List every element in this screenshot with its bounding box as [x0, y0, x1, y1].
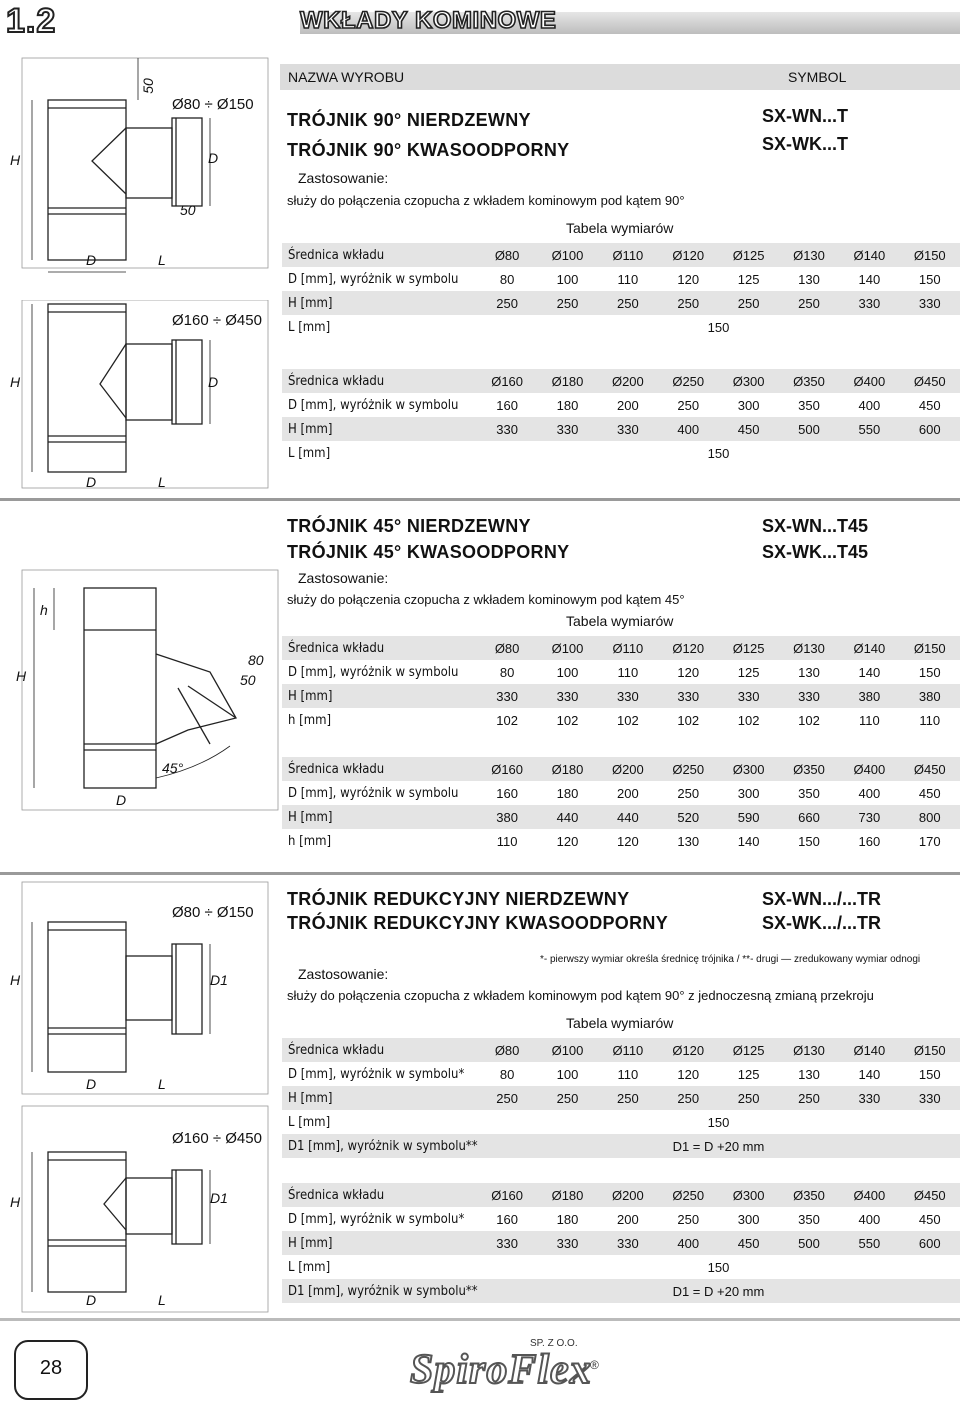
table-cell: 400 [658, 417, 718, 441]
table-cell: 300 [718, 393, 778, 417]
table-cell: 130 [779, 1062, 839, 1086]
brand-name: SpiroFlex [410, 1347, 592, 1393]
table-cell: 200 [598, 1207, 658, 1231]
table-cell: Ø125 [718, 636, 778, 660]
sec2-app-text: służy do połączenia czopucha z wkładem kominowym pod kątem 45° [287, 592, 685, 607]
table-cell: 102 [658, 708, 718, 732]
table-cell: 250 [537, 291, 597, 315]
table-row [282, 1231, 960, 1255]
table-cell: Ø130 [779, 243, 839, 267]
table-cell: 250 [658, 781, 718, 805]
sec3-footnote: *- pierwszy wymiar określa średnicę trójnika / **- drugi — zredukowany wymiar odnogi [540, 954, 921, 965]
table-cell: 140 [839, 267, 899, 291]
table-cell: Ø400 [839, 757, 899, 781]
table-cell: Ø110 [598, 1038, 658, 1062]
table-cell: 250 [658, 1086, 718, 1110]
table-cell: 150 [779, 829, 839, 853]
sec2-table-large [282, 757, 960, 853]
table-cell: 400 [839, 393, 899, 417]
table-cell: 330 [598, 417, 658, 441]
table-cell: D1 = D +20 mm [477, 1279, 960, 1303]
table-cell: 330 [537, 417, 597, 441]
table-cell: 80 [477, 267, 537, 291]
table-cell: 730 [839, 805, 899, 829]
row-label: D [mm], wyróżnik w symbolu* [282, 1062, 477, 1086]
sec2-app-label: Zastosowanie: [298, 570, 389, 586]
table-cell: Ø130 [779, 1038, 839, 1062]
table-cell: 250 [477, 291, 537, 315]
row-label: h [mm] [282, 708, 477, 732]
dim-D-bottom-label: D [86, 252, 97, 268]
table-cell: 180 [537, 1207, 597, 1231]
table-cell: Ø150 [900, 1038, 960, 1062]
table-cell: Ø450 [900, 757, 960, 781]
table-cell: 110 [900, 708, 960, 732]
dim-D-label: D [208, 150, 219, 166]
dim45-angle-label: 45° [162, 760, 184, 776]
table-cell: 140 [839, 1062, 899, 1086]
table-cell: 110 [598, 660, 658, 684]
registered-mark: ® [590, 1358, 599, 1372]
sec2-title-1: TRÓJNIK 45° NIERDZEWNY [287, 516, 531, 536]
dim-H-label: H [10, 152, 21, 168]
table-cell: Ø110 [598, 636, 658, 660]
table-cell: 330 [598, 1231, 658, 1255]
table-cell: 150 [477, 441, 960, 465]
table-cell: Ø250 [658, 369, 718, 393]
dimR-D1-label: D1 [210, 972, 228, 988]
row-label: H [mm] [282, 1086, 477, 1110]
sec2-table-caption: Tabela wymiarów [566, 613, 674, 629]
table-cell: Ø400 [839, 369, 899, 393]
row-label: L [mm] [282, 1255, 477, 1279]
table-row [282, 417, 960, 441]
table-row [282, 1110, 960, 1134]
table-row [282, 1038, 960, 1062]
table-cell: Ø350 [779, 757, 839, 781]
row-label: L [mm] [282, 315, 477, 339]
table-cell: 330 [537, 1231, 597, 1255]
table-cell: 130 [779, 660, 839, 684]
dim45-D-label: D [116, 792, 127, 808]
table-cell: Ø80 [477, 1038, 537, 1062]
table-cell: 400 [839, 1207, 899, 1231]
table-cell: 380 [900, 684, 960, 708]
table-cell: 400 [839, 781, 899, 805]
table-cell: 350 [779, 1207, 839, 1231]
table-row [282, 781, 960, 805]
table-cell: 120 [658, 660, 718, 684]
table-cell: 250 [598, 291, 658, 315]
table-cell: 180 [537, 393, 597, 417]
sec1-table-caption: Tabela wymiarów [566, 220, 674, 236]
table-row [282, 1086, 960, 1110]
table-cell: 200 [598, 393, 658, 417]
sec3-title-2: TRÓJNIK REDUKCYJNY KWASOODPORNY [287, 913, 669, 933]
sec3-symbol-2: SX-WK.../...TR [762, 913, 881, 933]
row-label: H [mm] [282, 805, 477, 829]
dim-L2-label: L [158, 474, 166, 490]
table-cell: Ø80 [477, 636, 537, 660]
table-cell: 130 [658, 829, 718, 853]
table-cell: Ø160 [477, 369, 537, 393]
row-label: H [mm] [282, 291, 477, 315]
sec2-table-small [282, 636, 960, 732]
table-cell: Ø120 [658, 636, 718, 660]
table-cell: D1 = D +20 mm [477, 1134, 960, 1158]
drawing-range-small: Ø80 ÷ Ø150 [172, 96, 254, 113]
table-cell: 250 [718, 291, 778, 315]
table-cell: Ø160 [477, 1183, 537, 1207]
table-row [282, 1062, 960, 1086]
sec1-symbol-1: SX-WN...T [762, 106, 848, 126]
table-cell: 250 [658, 1207, 718, 1231]
table-cell: Ø125 [718, 1038, 778, 1062]
row-label: D1 [mm], wyróżnik w symbolu** [282, 1279, 477, 1303]
table-cell: 400 [658, 1231, 718, 1255]
sec3-table-small [282, 1038, 960, 1158]
table-cell: Ø400 [839, 1183, 899, 1207]
dim45-H-label: H [16, 668, 27, 684]
table-cell: 250 [718, 1086, 778, 1110]
table-cell: Ø250 [658, 1183, 718, 1207]
tee90-drawing-small [0, 48, 270, 278]
table-cell: 440 [598, 805, 658, 829]
table-cell: 125 [718, 267, 778, 291]
dim45-80-label: 80 [248, 652, 264, 668]
table-cell: 330 [718, 684, 778, 708]
sec1-table-small [282, 243, 960, 339]
table-cell: Ø140 [839, 1038, 899, 1062]
table-row [282, 805, 960, 829]
table-cell: 125 [718, 1062, 778, 1086]
table-cell: 250 [598, 1086, 658, 1110]
table-row [282, 243, 960, 267]
table-cell: 330 [477, 684, 537, 708]
table-cell: Ø100 [537, 636, 597, 660]
table-cell: 102 [779, 708, 839, 732]
table-row [282, 393, 960, 417]
table-cell: Ø150 [900, 243, 960, 267]
table-cell: Ø300 [718, 1183, 778, 1207]
table-cell: 500 [779, 1231, 839, 1255]
table-cell: 120 [598, 829, 658, 853]
table-cell: 660 [779, 805, 839, 829]
table-cell: 180 [537, 781, 597, 805]
table-cell: Ø200 [598, 757, 658, 781]
page-number: 28 [39, 1357, 63, 1379]
row-label: D [mm], wyróżnik w symbolu [282, 781, 477, 805]
row-label: H [mm] [282, 684, 477, 708]
sec3-title-1: TRÓJNIK REDUKCYJNY NIERDZEWNY [287, 889, 630, 909]
table-cell: 330 [477, 417, 537, 441]
table-cell: 250 [477, 1086, 537, 1110]
column-symbol-label: SYMBOL [788, 69, 847, 85]
table-cell: Ø120 [658, 1038, 718, 1062]
dimR-D-label: D [86, 1076, 97, 1092]
table-cell: 350 [779, 781, 839, 805]
row-label: D [mm], wyróżnik w symbolu* [282, 1207, 477, 1231]
table-cell: 120 [658, 1062, 718, 1086]
table-row [282, 1207, 960, 1231]
row-label: D1 [mm], wyróżnik w symbolu** [282, 1134, 477, 1158]
table-cell: 330 [839, 1086, 899, 1110]
table-row [282, 267, 960, 291]
page-number-box [14, 1340, 88, 1400]
table-cell: 170 [900, 829, 960, 853]
row-label: D [mm], wyróżnik w symbolu [282, 267, 477, 291]
table-cell: 100 [537, 660, 597, 684]
sec1-title-2: TRÓJNIK 90° KWASOODPORNY [287, 140, 570, 160]
table-cell: 150 [477, 315, 960, 339]
table-cell: Ø100 [537, 243, 597, 267]
page-header [0, 0, 960, 40]
row-label: H [mm] [282, 417, 477, 441]
row-label: Średnica wkładu [282, 757, 477, 781]
sec1-title-1: TRÓJNIK 90° NIERDZEWNY [287, 110, 531, 130]
row-label: L [mm] [282, 1110, 477, 1134]
table-cell: Ø450 [900, 1183, 960, 1207]
table-cell: 110 [477, 829, 537, 853]
table-cell: 450 [900, 781, 960, 805]
dimR2-H-label: H [10, 1194, 21, 1210]
table-row [282, 829, 960, 853]
table-cell: 520 [658, 805, 718, 829]
dimR-L-label: L [158, 1076, 166, 1092]
sec3-drawing-range-large: Ø160 ÷ Ø450 [172, 1130, 262, 1147]
table-cell: 450 [718, 417, 778, 441]
table-row [282, 684, 960, 708]
sec1-app-label: Zastosowanie: [298, 170, 389, 186]
table-cell: 110 [598, 267, 658, 291]
table-row [282, 1183, 960, 1207]
table-cell: 300 [718, 1207, 778, 1231]
sec2-symbol-2: SX-WK...T45 [762, 542, 869, 562]
table-cell: 160 [477, 393, 537, 417]
table-cell: 102 [537, 708, 597, 732]
sec1-app-text: służy do połączenia czopucha z wkładem kominowym pod kątem 90° [287, 193, 685, 208]
table-cell: 550 [839, 417, 899, 441]
section-title: WKŁADY KOMINOWE [300, 7, 557, 34]
section-divider-1 [0, 498, 960, 501]
table-cell: Ø180 [537, 757, 597, 781]
table-cell: 380 [839, 684, 899, 708]
table-row [282, 441, 960, 465]
table-row [282, 369, 960, 393]
section-divider-2 [0, 872, 960, 875]
row-label: Średnica wkładu [282, 1038, 477, 1062]
table-row [282, 660, 960, 684]
table-cell: Ø250 [658, 757, 718, 781]
table-cell: 150 [477, 1110, 960, 1134]
table-cell: 102 [598, 708, 658, 732]
table-cell: Ø130 [779, 636, 839, 660]
table-cell: Ø100 [537, 1038, 597, 1062]
table-cell: Ø110 [598, 243, 658, 267]
table-row [282, 757, 960, 781]
table-cell: 150 [900, 660, 960, 684]
sec3-table-caption: Tabela wymiarów [566, 1015, 674, 1031]
sec2-symbol-1: SX-WN...T45 [762, 516, 869, 536]
table-row [282, 1279, 960, 1303]
table-cell: Ø200 [598, 1183, 658, 1207]
table-cell: 120 [537, 829, 597, 853]
table-cell: 125 [718, 660, 778, 684]
dim-50-label: 50 [139, 78, 156, 94]
table-cell: 120 [658, 267, 718, 291]
table-cell: 440 [537, 805, 597, 829]
table-cell: Ø300 [718, 757, 778, 781]
table-cell: 160 [477, 1207, 537, 1231]
table-cell: Ø180 [537, 1183, 597, 1207]
table-cell: 300 [718, 781, 778, 805]
sec1-symbol-2: SX-WK...T [762, 134, 848, 154]
table-cell: 330 [598, 684, 658, 708]
table-cell: 600 [900, 417, 960, 441]
table-row [282, 1255, 960, 1279]
row-label: D [mm], wyróżnik w symbolu [282, 660, 477, 684]
table-cell: 600 [900, 1231, 960, 1255]
sec3-drawing-range-small: Ø80 ÷ Ø150 [172, 904, 254, 921]
dimR2-L-label: L [158, 1292, 166, 1308]
table-cell: 250 [779, 1086, 839, 1110]
sec3-app-text: służy do połączenia czopucha z wkładem kominowym pod kątem 90° z jednoczesną zmianą przekroju [287, 988, 874, 1003]
table-cell: 250 [537, 1086, 597, 1110]
table-cell: 800 [900, 805, 960, 829]
table-cell: Ø140 [839, 636, 899, 660]
table-row [282, 708, 960, 732]
row-label: L [mm] [282, 441, 477, 465]
table-cell: 250 [658, 393, 718, 417]
table-cell: 110 [598, 1062, 658, 1086]
row-label: Średnica wkładu [282, 243, 477, 267]
table-cell: 80 [477, 1062, 537, 1086]
table-cell: 200 [598, 781, 658, 805]
brand-logo [400, 1338, 610, 1398]
row-label: h [mm] [282, 829, 477, 853]
table-cell: 140 [718, 829, 778, 853]
sec3-symbol-1: SX-WN.../...TR [762, 889, 881, 909]
dim-L-label: L [158, 252, 166, 268]
table-cell: 102 [718, 708, 778, 732]
table-cell: Ø180 [537, 369, 597, 393]
table-cell: 150 [477, 1255, 960, 1279]
table-cell: 330 [839, 291, 899, 315]
sec1-table-large [282, 369, 960, 465]
dimR-H-label: H [10, 972, 21, 988]
dim45-50-label: 50 [240, 672, 256, 688]
table-cell: 250 [779, 291, 839, 315]
dimR2-D1-label: D1 [210, 1190, 228, 1206]
table-cell: 500 [779, 417, 839, 441]
dim-50b-label: 50 [180, 202, 196, 218]
table-row [282, 1134, 960, 1158]
table-cell: 550 [839, 1231, 899, 1255]
section-number: 1.2 [6, 2, 57, 40]
table-cell: 100 [537, 267, 597, 291]
sec2-title-2: TRÓJNIK 45° KWASOODPORNY [287, 542, 570, 562]
table-cell: 450 [718, 1231, 778, 1255]
company-form: SP. Z O.O. [530, 1338, 578, 1349]
table-cell: Ø120 [658, 243, 718, 267]
table-cell: 330 [779, 684, 839, 708]
table-cell: 100 [537, 1062, 597, 1086]
table-cell: 250 [658, 291, 718, 315]
column-header-bar [280, 64, 960, 90]
footer-rule [0, 1318, 960, 1321]
table-cell: 330 [658, 684, 718, 708]
table-cell: 160 [477, 781, 537, 805]
row-label: Średnica wkładu [282, 1183, 477, 1207]
table-cell: Ø350 [779, 1183, 839, 1207]
dim-D2-label: D [208, 374, 219, 390]
table-cell: 330 [900, 1086, 960, 1110]
table-cell: Ø350 [779, 369, 839, 393]
sec3-table-large [282, 1183, 960, 1303]
table-cell: 350 [779, 393, 839, 417]
table-cell: Ø160 [477, 757, 537, 781]
table-row [282, 291, 960, 315]
dim45-h-label: h [40, 602, 48, 618]
row-label: Średnica wkładu [282, 369, 477, 393]
table-cell: 450 [900, 1207, 960, 1231]
table-cell: 80 [477, 660, 537, 684]
row-label: D [mm], wyróżnik w symbolu [282, 393, 477, 417]
table-cell: Ø150 [900, 636, 960, 660]
column-name-label: NAZWA WYROBU [288, 69, 405, 85]
table-cell: 330 [900, 291, 960, 315]
dimR2-D-label: D [86, 1292, 97, 1308]
sec3-app-label: Zastosowanie: [298, 966, 389, 982]
table-cell: 140 [839, 660, 899, 684]
table-cell: 330 [537, 684, 597, 708]
table-row [282, 315, 960, 339]
table-cell: 590 [718, 805, 778, 829]
table-cell: 110 [839, 708, 899, 732]
table-cell: Ø300 [718, 369, 778, 393]
table-cell: 102 [477, 708, 537, 732]
table-cell: 150 [900, 267, 960, 291]
table-cell: Ø140 [839, 243, 899, 267]
table-cell: 330 [477, 1231, 537, 1255]
row-label: Średnica wkładu [282, 636, 477, 660]
table-cell: 160 [839, 829, 899, 853]
row-label: H [mm] [282, 1231, 477, 1255]
table-cell: 130 [779, 267, 839, 291]
table-cell: 450 [900, 393, 960, 417]
drawing-range-large: Ø160 ÷ Ø450 [172, 312, 262, 329]
table-cell: Ø200 [598, 369, 658, 393]
table-cell: Ø125 [718, 243, 778, 267]
table-cell: 150 [900, 1062, 960, 1086]
table-cell: 380 [477, 805, 537, 829]
dim-H2-label: H [10, 374, 21, 390]
dim-D2-bottom-label: D [86, 474, 97, 490]
table-row [282, 636, 960, 660]
table-cell: Ø450 [900, 369, 960, 393]
table-cell: Ø80 [477, 243, 537, 267]
